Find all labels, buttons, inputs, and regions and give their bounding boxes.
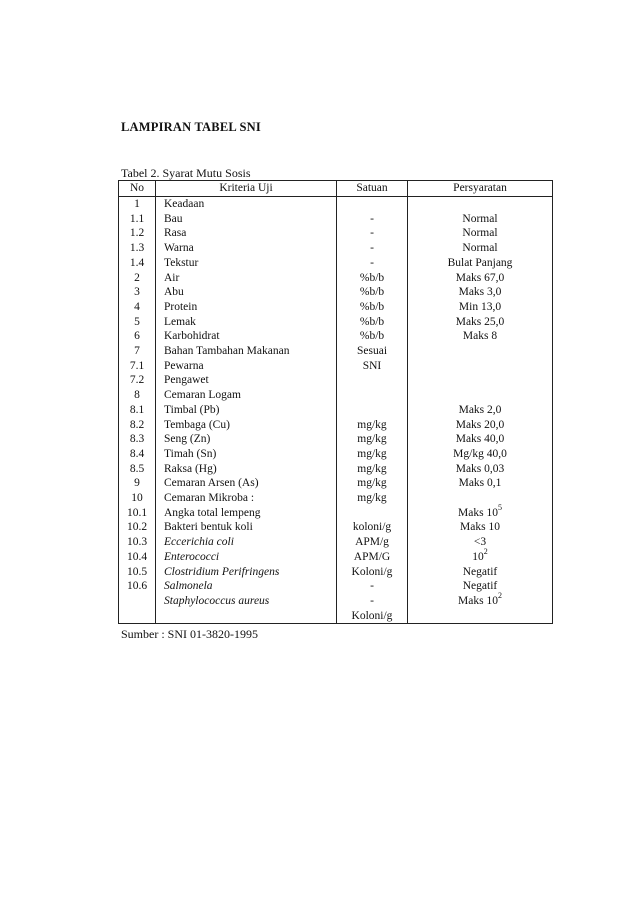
cell-satuan xyxy=(337,271,408,286)
table-row xyxy=(119,285,553,300)
cell-no xyxy=(119,609,156,624)
cell-satuan xyxy=(337,388,408,403)
cell-persyaratan-text: Normal xyxy=(462,227,498,240)
cell-satuan-text: - xyxy=(370,256,374,269)
cell-no xyxy=(119,197,156,212)
cell-kriteria-text: Abu xyxy=(164,286,184,299)
cell-satuan xyxy=(337,535,408,550)
cell-kriteria xyxy=(156,565,337,580)
cell-persyaratan-text: Maks 25,0 xyxy=(455,315,505,328)
cell-kriteria-text: Bau xyxy=(164,212,183,225)
cell-no-text: 8 xyxy=(134,389,140,402)
cell-kriteria-text: Eccerichia coli xyxy=(164,536,234,549)
cell-satuan xyxy=(337,447,408,462)
table-row xyxy=(119,491,553,506)
cell-satuan xyxy=(337,579,408,594)
table-row xyxy=(119,271,553,286)
cell-no-text: 8.2 xyxy=(129,418,145,431)
table-row xyxy=(119,594,553,609)
cell-satuan-text: Koloni/g xyxy=(351,565,393,578)
cell-satuan xyxy=(337,315,408,330)
cell-kriteria-text: Air xyxy=(164,271,180,284)
table-row xyxy=(119,462,553,477)
cell-kriteria xyxy=(156,447,337,462)
table-row xyxy=(119,476,553,491)
cell-kriteria-text: Raksa (Hg) xyxy=(164,462,217,475)
cell-persyaratan-text: Maks 20,0 xyxy=(455,418,505,431)
cell-kriteria-text: Keadaan xyxy=(164,198,205,210)
cell-no-text: 8.5 xyxy=(129,462,145,475)
cell-kriteria xyxy=(156,579,337,594)
cell-no xyxy=(119,212,156,227)
cell-no-text: 6 xyxy=(134,330,140,343)
cell-no xyxy=(119,285,156,300)
cell-no xyxy=(119,226,156,241)
cell-persyaratan xyxy=(408,403,553,418)
cell-satuan xyxy=(337,300,408,315)
cell-persyaratan-exponent: 2 xyxy=(483,547,488,557)
cell-persyaratan-text: Maks 10 xyxy=(458,594,498,607)
cell-persyaratan xyxy=(408,300,553,315)
cell-satuan xyxy=(337,403,408,418)
cell-no-text: 1.2 xyxy=(129,227,145,240)
header-no: No xyxy=(119,181,156,197)
cell-satuan-text: %b/b xyxy=(359,271,385,284)
cell-kriteria xyxy=(156,373,337,388)
page-heading: LAMPIRAN TABEL SNI xyxy=(121,120,261,134)
cell-persyaratan xyxy=(408,315,553,330)
cell-no xyxy=(119,506,156,521)
table-row xyxy=(119,241,553,256)
cell-kriteria xyxy=(156,550,337,565)
cell-persyaratan-text: Negatif xyxy=(462,580,498,593)
cell-kriteria-text: Pengawet xyxy=(164,374,209,387)
table-row xyxy=(119,447,553,462)
cell-no xyxy=(119,271,156,286)
cell-kriteria-text: Salmonela xyxy=(164,580,213,593)
cell-satuan xyxy=(337,373,408,388)
cell-kriteria-text: Tekstur xyxy=(164,256,199,269)
cell-persyaratan-text: <3 xyxy=(473,536,487,549)
cell-kriteria xyxy=(156,403,337,418)
cell-no-text: 10.6 xyxy=(126,580,148,593)
cell-persyaratan-text: Mg/kg 40,0 xyxy=(453,447,507,460)
cell-persyaratan xyxy=(408,432,553,447)
cell-kriteria xyxy=(156,256,337,271)
cell-no xyxy=(119,373,156,388)
cell-persyaratan-text: Maks 8 xyxy=(462,330,498,343)
cell-no-text: 4 xyxy=(134,300,140,313)
cell-kriteria-text: Lemak xyxy=(164,315,196,328)
cell-persyaratan xyxy=(408,609,553,624)
cell-satuan-text: - xyxy=(370,227,374,240)
cell-no-text: 1 xyxy=(134,198,140,210)
cell-persyaratan xyxy=(408,591,553,609)
cell-kriteria xyxy=(156,506,337,521)
cell-satuan-text: mg/kg xyxy=(357,462,387,475)
cell-kriteria xyxy=(156,609,337,624)
cell-kriteria-text: Bakteri bentuk koli xyxy=(164,521,253,534)
cell-kriteria-text: Protein xyxy=(164,300,198,313)
cell-satuan-text: - xyxy=(370,580,374,593)
cell-kriteria xyxy=(156,418,337,433)
cell-no-text: 8.4 xyxy=(129,447,145,460)
cell-no xyxy=(119,403,156,418)
cell-satuan-text: %b/b xyxy=(359,330,385,343)
cell-no-text: 10.4 xyxy=(126,550,148,563)
cell-satuan xyxy=(337,506,408,521)
cell-no-text: 10.3 xyxy=(126,536,148,549)
table-row xyxy=(119,418,553,433)
cell-no-text: 10.2 xyxy=(126,521,148,534)
cell-satuan xyxy=(337,212,408,227)
table-header-row xyxy=(119,181,553,197)
cell-kriteria xyxy=(156,594,337,609)
cell-persyaratan-text: Maks 0,1 xyxy=(458,477,502,490)
cell-satuan xyxy=(337,491,408,506)
header-satuan: Satuan xyxy=(337,181,408,197)
cell-kriteria-text: Cemaran Arsen (As) xyxy=(164,477,259,490)
cell-satuan-text: mg/kg xyxy=(357,433,387,446)
header-persyaratan: Persyaratan xyxy=(408,181,553,197)
cell-kriteria xyxy=(156,315,337,330)
cell-persyaratan xyxy=(408,502,553,521)
cell-satuan-text: mg/kg xyxy=(357,492,387,505)
cell-no xyxy=(119,565,156,580)
cell-no-text: 7.2 xyxy=(129,374,145,387)
cell-kriteria xyxy=(156,197,337,212)
cell-kriteria xyxy=(156,212,337,227)
cell-persyaratan xyxy=(408,535,553,550)
cell-satuan xyxy=(337,462,408,477)
cell-satuan xyxy=(337,256,408,271)
cell-no xyxy=(119,579,156,594)
cell-no-text: 10 xyxy=(131,492,143,505)
table-row xyxy=(119,432,553,447)
cell-satuan xyxy=(337,565,408,580)
cell-kriteria-text: Karbohidrat xyxy=(164,330,220,343)
cell-persyaratan-text: Maks 3,0 xyxy=(458,286,502,299)
cell-satuan xyxy=(337,609,408,624)
cell-no xyxy=(119,476,156,491)
cell-no xyxy=(119,535,156,550)
cell-persyaratan-exponent: 5 xyxy=(497,502,502,512)
cell-persyaratan xyxy=(408,344,553,359)
cell-satuan xyxy=(337,344,408,359)
cell-kriteria-text: Angka total lempeng xyxy=(164,506,261,519)
cell-satuan-text: - xyxy=(370,594,374,607)
cell-persyaratan-text: Maks 40,0 xyxy=(455,433,505,446)
cell-persyaratan xyxy=(408,329,553,344)
cell-kriteria-text: Rasa xyxy=(164,227,187,240)
cell-kriteria xyxy=(156,462,337,477)
table-row xyxy=(119,256,553,271)
cell-no xyxy=(119,388,156,403)
cell-persyaratan xyxy=(408,212,553,227)
header-kriteria: Kriteria Uji xyxy=(156,181,337,197)
table-caption: Tabel 2. Syarat Mutu Sosis xyxy=(121,166,251,180)
cell-satuan xyxy=(337,520,408,535)
cell-satuan xyxy=(337,241,408,256)
cell-satuan-text: %b/b xyxy=(359,286,385,299)
cell-persyaratan xyxy=(408,285,553,300)
cell-satuan-text: koloni/g xyxy=(352,521,392,534)
table-row xyxy=(119,197,553,212)
cell-kriteria xyxy=(156,535,337,550)
cell-no xyxy=(119,315,156,330)
cell-no xyxy=(119,344,156,359)
table-row xyxy=(119,506,553,521)
table-row xyxy=(119,565,553,580)
cell-no-text: 1.3 xyxy=(129,242,145,255)
cell-satuan-text: mg/kg xyxy=(357,447,387,460)
cell-no-text: 7 xyxy=(134,345,140,358)
cell-satuan-text: SNI xyxy=(362,359,382,372)
cell-kriteria-text: Warna xyxy=(164,242,194,255)
cell-satuan-text: mg/kg xyxy=(357,477,387,490)
cell-persyaratan-text: Maks 67,0 xyxy=(455,271,505,284)
cell-kriteria xyxy=(156,344,337,359)
cell-satuan xyxy=(337,476,408,491)
cell-persyaratan-text: Maks 0,03 xyxy=(455,462,505,475)
table-row xyxy=(119,315,553,330)
cell-satuan-text: %b/b xyxy=(359,300,385,313)
cell-kriteria-text: Staphylococcus aureus xyxy=(164,594,270,607)
table-row xyxy=(119,329,553,344)
cell-satuan-text: APM/G xyxy=(353,550,391,563)
cell-satuan xyxy=(337,359,408,374)
cell-satuan xyxy=(337,329,408,344)
cell-satuan xyxy=(337,285,408,300)
cell-satuan xyxy=(337,550,408,565)
cell-persyaratan-exponent: 2 xyxy=(497,591,502,601)
cell-no xyxy=(119,594,156,609)
cell-no xyxy=(119,550,156,565)
cell-kriteria xyxy=(156,329,337,344)
cell-kriteria xyxy=(156,359,337,374)
cell-persyaratan xyxy=(408,491,553,506)
cell-kriteria xyxy=(156,271,337,286)
table-row xyxy=(119,609,553,624)
cell-persyaratan xyxy=(408,359,553,374)
cell-kriteria xyxy=(156,241,337,256)
table-row xyxy=(119,212,553,227)
cell-satuan-text: Sesuai xyxy=(356,345,388,358)
cell-no xyxy=(119,359,156,374)
cell-satuan-text: %b/b xyxy=(359,315,385,328)
table-row xyxy=(119,403,553,418)
cell-no xyxy=(119,491,156,506)
cell-kriteria-text: Bahan Tambahan Makanan xyxy=(164,345,290,358)
cell-no-text: 10.1 xyxy=(126,506,148,519)
cell-persyaratan xyxy=(408,388,553,403)
cell-no xyxy=(119,462,156,477)
table-body xyxy=(119,197,553,624)
table-row xyxy=(119,550,553,565)
sni-requirements-table xyxy=(118,180,553,624)
cell-persyaratan xyxy=(408,547,553,565)
cell-no xyxy=(119,418,156,433)
cell-satuan-text: mg/kg xyxy=(357,418,387,431)
cell-kriteria-text: Tembaga (Cu) xyxy=(164,418,230,431)
cell-no-text: 8.3 xyxy=(129,433,145,446)
table-source: Sumber : SNI 01-3820-1995 xyxy=(121,627,258,641)
cell-satuan xyxy=(337,418,408,433)
cell-persyaratan-text: Normal xyxy=(462,212,498,225)
cell-persyaratan-text: Maks 2,0 xyxy=(458,403,502,416)
cell-persyaratan-text: Min 13,0 xyxy=(458,300,502,313)
cell-kriteria xyxy=(156,388,337,403)
cell-no xyxy=(119,520,156,535)
cell-persyaratan xyxy=(408,373,553,388)
cell-kriteria xyxy=(156,520,337,535)
table-row xyxy=(119,226,553,241)
table-row xyxy=(119,344,553,359)
cell-satuan-text: - xyxy=(370,212,374,225)
cell-no-text: 5 xyxy=(134,315,140,328)
cell-kriteria-text: Pewarna xyxy=(164,359,204,372)
cell-kriteria-text: Cemaran Mikroba : xyxy=(164,492,255,505)
cell-kriteria xyxy=(156,285,337,300)
cell-persyaratan-text: Maks 10 xyxy=(458,506,498,519)
cell-persyaratan-text: 10 xyxy=(472,550,484,563)
cell-no xyxy=(119,432,156,447)
cell-kriteria xyxy=(156,226,337,241)
cell-persyaratan xyxy=(408,579,553,594)
table-row xyxy=(119,359,553,374)
cell-persyaratan xyxy=(408,520,553,535)
cell-persyaratan-text: Negatif xyxy=(462,565,498,578)
table-row xyxy=(119,520,553,535)
cell-kriteria-text: Enterococci xyxy=(164,550,220,563)
cell-no xyxy=(119,256,156,271)
cell-persyaratan xyxy=(408,476,553,491)
cell-kriteria xyxy=(156,300,337,315)
table-row xyxy=(119,388,553,403)
cell-satuan xyxy=(337,594,408,609)
cell-satuan-text: - xyxy=(370,242,374,255)
cell-persyaratan-text: Normal xyxy=(462,242,498,255)
table-row xyxy=(119,300,553,315)
cell-persyaratan xyxy=(408,462,553,477)
cell-no-text: 10.5 xyxy=(126,565,148,578)
cell-no xyxy=(119,447,156,462)
cell-kriteria-text: Timbal (Pb) xyxy=(164,403,220,416)
cell-persyaratan xyxy=(408,271,553,286)
cell-satuan xyxy=(337,226,408,241)
cell-no-text: 7.1 xyxy=(129,359,145,372)
cell-no-text: 1.4 xyxy=(129,256,145,269)
cell-no xyxy=(119,241,156,256)
table-row xyxy=(119,373,553,388)
cell-kriteria-text: Clostridium Perifringens xyxy=(164,565,280,578)
table-row xyxy=(119,579,553,594)
cell-kriteria-text: Cemaran Logam xyxy=(164,389,241,402)
cell-persyaratan xyxy=(408,256,553,271)
cell-no xyxy=(119,329,156,344)
cell-persyaratan xyxy=(408,565,553,580)
cell-kriteria-text: Seng (Zn) xyxy=(164,433,211,446)
cell-no xyxy=(119,300,156,315)
cell-persyaratan-text: Bulat Panjang xyxy=(447,256,513,269)
cell-kriteria-text: Timah (Sn) xyxy=(164,447,217,460)
cell-no-text: 8.1 xyxy=(129,403,145,416)
cell-kriteria xyxy=(156,432,337,447)
cell-satuan xyxy=(337,197,408,212)
cell-kriteria xyxy=(156,491,337,506)
cell-satuan xyxy=(337,432,408,447)
cell-persyaratan-text: Maks 10 xyxy=(460,521,500,534)
cell-persyaratan xyxy=(408,226,553,241)
cell-no-text: 2 xyxy=(134,271,140,284)
cell-kriteria xyxy=(156,476,337,491)
cell-satuan-text: Koloni/g xyxy=(351,609,393,622)
cell-no-text: 1.1 xyxy=(129,212,145,225)
cell-no-text: 9 xyxy=(134,477,140,490)
cell-persyaratan xyxy=(408,241,553,256)
cell-persyaratan xyxy=(408,447,553,462)
cell-persyaratan xyxy=(408,418,553,433)
cell-satuan-text: APM/g xyxy=(355,536,389,549)
cell-persyaratan xyxy=(408,197,553,212)
cell-no-text: 3 xyxy=(134,286,140,299)
